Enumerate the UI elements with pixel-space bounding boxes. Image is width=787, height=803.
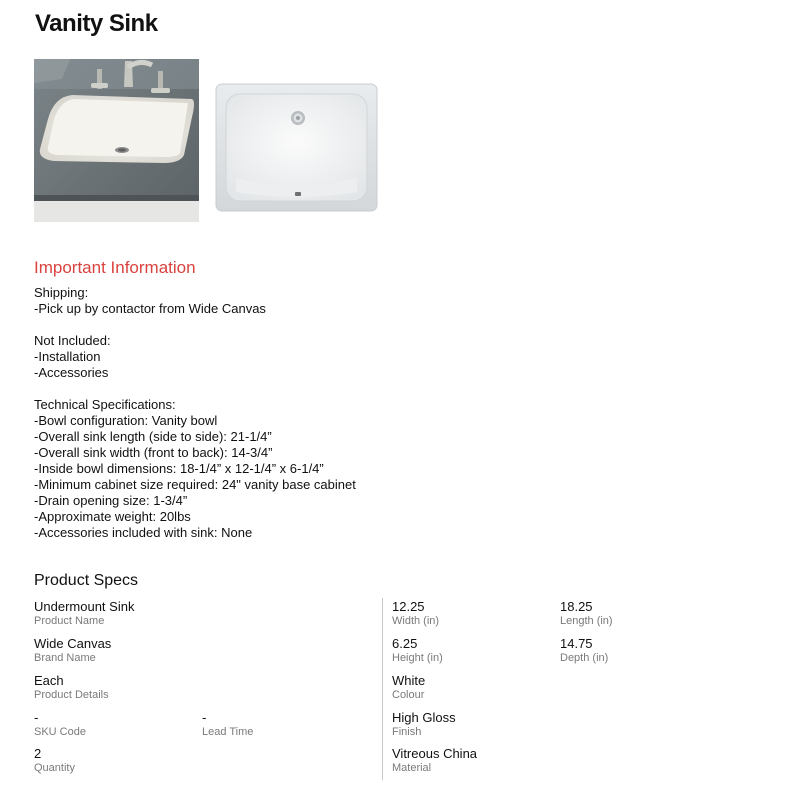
spec-value: - [202,710,207,725]
spec-label: Product Details [34,689,109,701]
spec-value: Undermount Sink [34,599,135,614]
spec-value: 12.25 [392,599,425,614]
spec-finish [392,710,456,740]
spec-material [392,746,477,776]
spec-colour [392,673,425,703]
spec-label: Quantity [34,762,75,774]
tech-spec-item: -Overall sink length (side to side): 21-1/4” [34,429,272,444]
tech-spec-item: -Accessories included with sink: None [34,525,253,540]
spec-value: Vitreous China [392,746,478,761]
spec-value: 18.25 [560,599,593,614]
spec-label: Length (in) [560,615,613,627]
spec-label: Width (in) [392,615,440,627]
spec-label: Material [392,762,432,774]
spec-label: Product Name [34,615,105,627]
spec-brand-name [34,636,111,666]
not-included-item: -Installation [34,349,101,364]
spec-depth [560,636,608,666]
tech-spec-item: -Inside bowl dimensions: 18-1/4” x 12-1/4” x 6-1/4” [34,461,324,476]
spec-label: Brand Name [34,652,96,664]
spec-product-name [34,599,134,629]
not-included-item: -Accessories [34,365,109,380]
spec-label: Finish [392,726,422,738]
spec-label: Colour [392,689,425,701]
spec-product-details [34,673,109,703]
page-title: Vanity Sink [35,10,158,37]
shipping-detail: -Pick up by contactor from Wide Canvas [34,301,266,316]
spec-quantity [34,746,75,776]
spec-value: 14.75 [560,636,593,651]
spec-label: Height (in) [392,652,443,664]
spec-value: White [392,673,426,688]
important-information-text [34,285,754,541]
undermount-sink-photo [214,82,379,213]
spec-label: Lead Time [202,726,254,738]
spec-label: SKU Code [34,726,86,738]
spec-value: 2 [34,746,42,761]
spec-value: High Gloss [392,710,456,725]
spec-value: - [34,710,39,725]
product-specs-heading: Product Specs [34,572,139,589]
spec-value: Wide Canvas [34,636,112,651]
specs-divider [382,598,383,780]
tech-spec-item: -Overall sink width (front to back): 14-3/4” [34,445,273,460]
spec-length [560,599,613,629]
spec-value: Each [34,673,64,688]
spec-value: 6.25 [392,636,418,651]
tech-specs-label: Technical Specifications: [34,397,176,412]
spec-width [392,599,439,629]
spec-sku-code [34,710,86,740]
shipping-label: Shipping: [34,285,89,300]
tech-spec-item: -Approximate weight: 20lbs [34,509,191,524]
not-included-label: Not Included: [34,333,111,348]
spec-label: Depth (in) [560,652,609,664]
spec-height [392,636,443,666]
important-information-heading: Important Information [34,258,196,277]
tech-spec-item: -Drain opening size: 1-3/4” [34,493,188,508]
tech-spec-item: -Bowl configuration: Vanity bowl [34,413,218,428]
tech-spec-item: -Minimum cabinet size required: 24" vanity base cabinet [34,477,356,492]
spec-lead-time [202,710,253,740]
vanity-sink-installed-photo [34,59,199,222]
